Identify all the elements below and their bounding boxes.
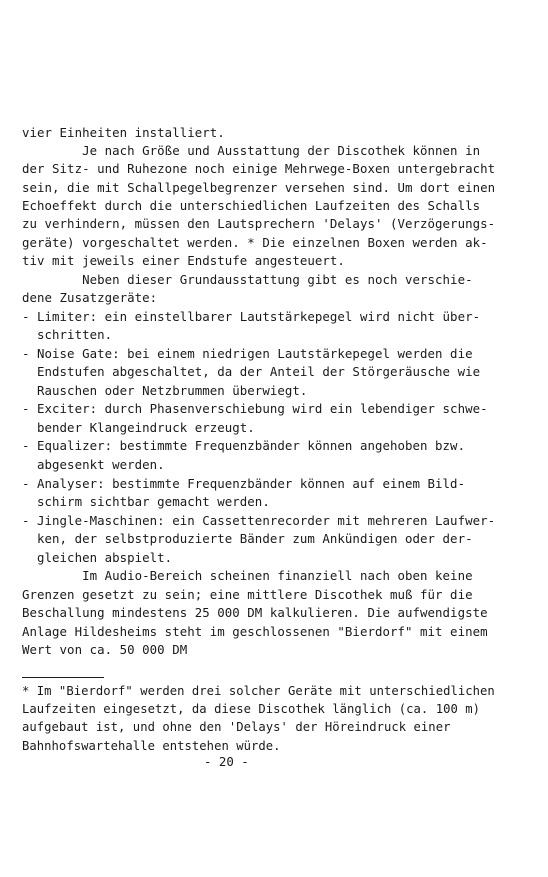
body-line: Beschallung mindestens 25 000 DM kalkulieren. Die aufwendigste <box>22 605 488 620</box>
list-item-line: gleichen abspielt. <box>22 550 173 565</box>
list-item-line: - Equalizer: bestimmte Frequenzbänder können angehoben bzw. <box>22 438 466 453</box>
list-item-line: - Analyser: bestimmte Frequenzbänder können auf einem Bild- <box>22 476 466 491</box>
list-item-line: Endstufen abgeschaltet, da der Anteil der Störgeräusche wie <box>22 364 481 379</box>
footnote-line: aufgebaut ist, und ohne den 'Delays' der Höreindruck einer <box>22 720 451 734</box>
list-item-line: - Exciter: durch Phasenverschiebung wird ein lebendiger schwe- <box>22 401 488 416</box>
list-item-line: ken, der selbstproduzierte Bänder zum Ankündigen oder der- <box>22 531 473 546</box>
list-item-line: - Jingle-Maschinen: ein Cassettenrecorder mit mehreren Laufwer- <box>22 513 496 528</box>
list-item-line: schritten. <box>22 327 113 342</box>
list-item-line: - Limiter: ein einstellbarer Lautstärkepegel wird nicht über- <box>22 309 481 324</box>
list-item-line: Rauschen oder Netzbrummen überwiegt. <box>22 383 308 398</box>
list-item-line: schirm sichtbar gemacht werden. <box>22 494 270 509</box>
body-line: zu verhindern, müssen den Lautsprechern 'Delays' (Verzögerungs- <box>22 216 496 231</box>
list-item-line: abgesenkt werden. <box>22 457 165 472</box>
body-line: geräte) vorgeschaltet werden. * Die einzelnen Boxen werden ak- <box>22 235 488 250</box>
page-number: - 20 - <box>204 754 249 769</box>
body-line: der Sitz- und Ruhezone noch einige Mehrwege-Boxen untergebracht <box>22 161 496 176</box>
body-line: Wert von ca. 50 000 DM <box>22 642 188 657</box>
body-line: Im Audio-Bereich scheinen finanziell nach oben keine <box>22 568 473 583</box>
footnote-line: * Im "Bierdorf" werden drei solcher Geräte mit unterschiedlichen <box>22 684 495 698</box>
body-line: Echoeffekt durch die unterschiedlichen Laufzeiten des Schalls <box>22 198 481 213</box>
body-line: tiv mit jeweils einer Endstufe angesteuert. <box>22 253 345 268</box>
body-line: vier Einheiten installiert. <box>22 125 225 140</box>
body-line: Grenzen gesetzt zu sein; eine mittlere Discothek muß für die <box>22 587 473 602</box>
body-line: dene Zusatzgeräte: <box>22 290 158 305</box>
footnote-line: Laufzeiten eingesetzt, da diese Discothek länglich (ca. 100 m) <box>22 702 481 716</box>
body-line: Anlage Hildesheims steht im geschlossenen "Bierdorf" mit einem <box>22 624 488 639</box>
body-line: sein, die mit Schallpegelbegrenzer versehen sind. Um dort einen <box>22 180 496 195</box>
footnote-divider <box>22 677 104 678</box>
footnote-line: Bahnhofswartehalle entstehen würde. <box>22 739 281 753</box>
body-line: Je nach Größe und Ausstattung der Discothek können in <box>22 143 481 158</box>
list-item-line: bender Klangeindruck erzeugt. <box>22 420 255 435</box>
list-item-line: - Noise Gate: bei einem niedrigen Lautstärkepegel werden die <box>22 346 473 361</box>
body-line: Neben dieser Grundausstattung gibt es noch verschie- <box>22 272 473 287</box>
